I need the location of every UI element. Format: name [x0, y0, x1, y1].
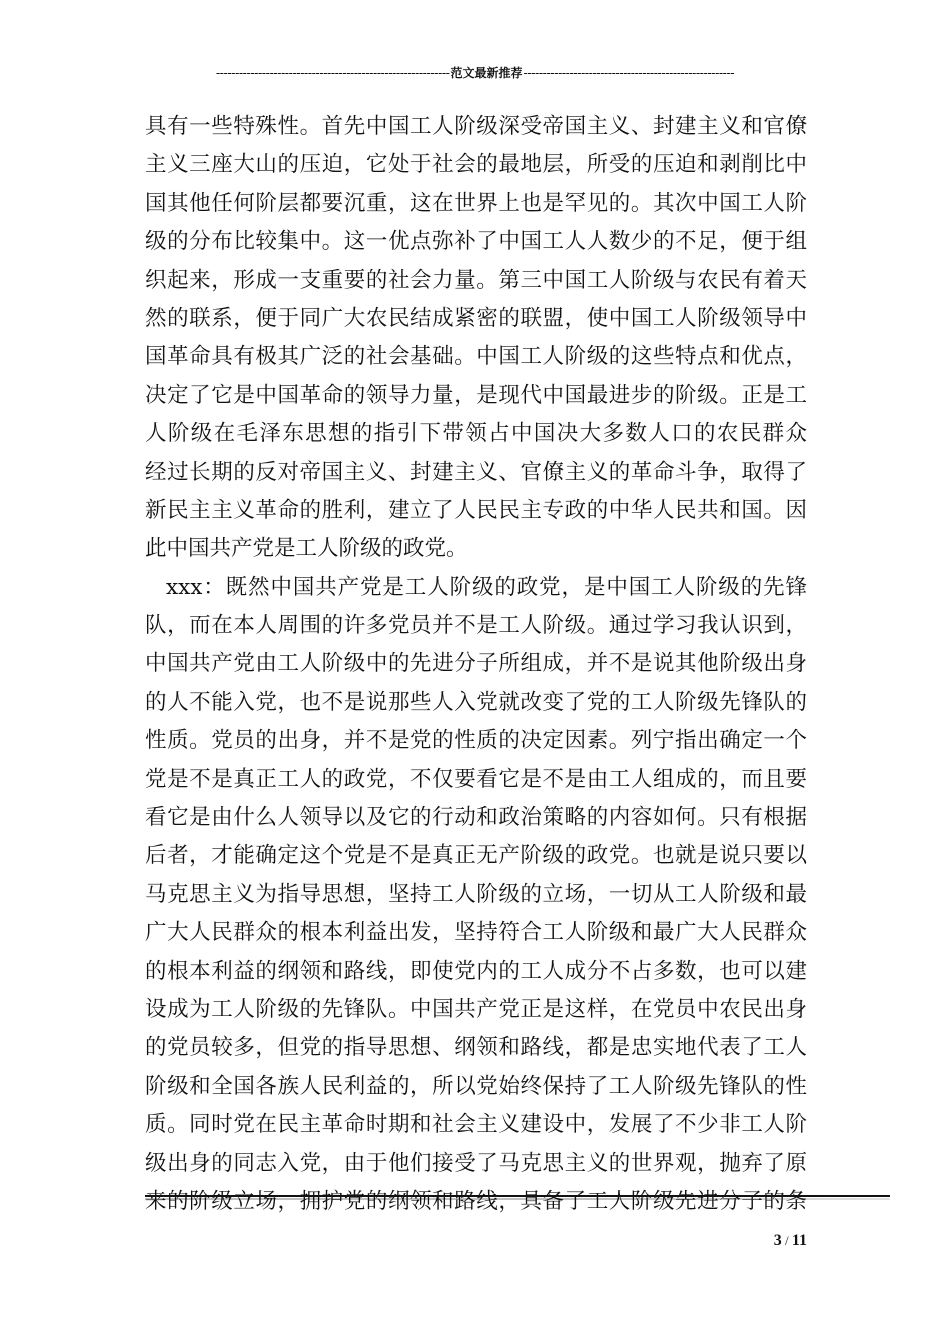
footer-divider: [145, 1195, 890, 1197]
text-line: 的根本利益的纲领和路线，即使党内的工人成分不占多数，也可以建: [145, 958, 807, 984]
header-title: 范文最新推荐: [450, 66, 523, 80]
text-line: 马克思主义为指导思想，坚持工人阶级的立场，一切从工人阶级和最: [145, 881, 807, 907]
text-line: 来的阶级立场，拥护党的纲领和路线，具备了工人阶级先进分子的条: [145, 1188, 807, 1214]
text-line: 广大人民群众的根本利益出发，坚持符合工人阶级和最广大人民群众: [145, 920, 807, 946]
text-line: 看它是由什么人领导以及它的行动和政治策略的内容如何。只有根据: [145, 805, 807, 831]
text-line: 性质。党员的出身，并不是党的性质的决定因素。列宁指出确定一个: [145, 728, 807, 754]
text-line: 的人不能入党，也不是说那些人入党就改变了党的工人阶级先锋队的: [145, 689, 807, 715]
text-line: 然的联系，便于同广大农民结成紧密的联盟，使中国工人阶级领导中: [145, 305, 807, 331]
text-line: 织起来，形成一支重要的社会力量。第三中国工人阶级与农民有着天: [145, 267, 807, 293]
text-line: 具有一些特殊性。首先中国工人阶级深受帝国主义、封建主义和官僚: [145, 114, 807, 139]
text-line: 后者，才能确定这个党是不是真正无产阶级的政党。也就是说只要以: [145, 843, 807, 869]
text-line: 人阶级在毛泽东思想的指引下带领占中国决大多数人口的农民群众: [145, 421, 807, 447]
text-line: 此中国共产党是工人阶级的政党。: [145, 536, 468, 562]
text-line: 中国共产党由工人阶级中的先进分子所组成，并不是说其他阶级出身: [145, 651, 807, 677]
footer-divider-shadow: [145, 1198, 890, 1200]
text-line: 设成为工人阶级的先锋队。中国共产党正是这样，在党员中农民出身: [145, 996, 807, 1022]
text-line: 党是不是真正工人的政党，不仅要看它是不是由工人组成的，而且要: [145, 766, 807, 792]
page-header: [145, 66, 805, 80]
text-line: 队，而在本人周围的许多党员并不是工人阶级。通过学习我认识到，: [145, 613, 807, 639]
text-line: 新民主主义革命的胜利，建立了人民民主专政的中华人民共和国。因: [145, 497, 807, 523]
text-line: 质。同时党在民主革命时期和社会主义建设中，发展了不少非工人阶: [145, 1112, 807, 1138]
text-line: 阶级和全国各族人民利益的，所以党始终保持了工人阶级先锋队的性: [145, 1073, 807, 1099]
text-line: 国革命具有极其广泛的社会基础。中国工人阶级的这些特点和优点，: [145, 344, 807, 370]
text-line: 主义三座大山的压迫，它处于社会的最地层，所受的压迫和剥削比中: [145, 152, 807, 178]
page-separator: /: [781, 1233, 792, 1248]
page-current: 3: [773, 1232, 782, 1249]
text-line: 决定了它是中国革命的领导力量，是现代中国最进步的阶级。正是工: [145, 382, 807, 408]
header-left-rule: -------------------------------------------------------------: [215, 66, 450, 80]
text-line: 国其他任何阶层都要沉重，这在世界上也是罕见的。其次中国工人阶: [145, 190, 807, 216]
page-number: [740, 1232, 807, 1250]
text-line: 级的分布比较集中。这一优点弥补了中国工人人数少的不足，便于组: [145, 229, 807, 255]
text-line: 经过长期的反对帝国主义、封建主义、官僚主义的革命斗争，取得了: [145, 459, 807, 485]
text-line-paragraph-start: xxx：既然中国共产党是工人阶级的政党，是中国工人阶级的先锋: [166, 574, 807, 600]
document-body: [145, 108, 807, 1221]
page-total: 11: [791, 1232, 807, 1249]
text-line: 的党员较多，但党的指导思想、纲领和路线，都是忠实地代表了工人: [145, 1035, 807, 1061]
header-right-rule: -------------------------------------------------------: [523, 66, 735, 80]
text-line: 级出身的同志入党，由于他们接受了马克思主义的世界观，抛弃了原: [145, 1150, 807, 1176]
